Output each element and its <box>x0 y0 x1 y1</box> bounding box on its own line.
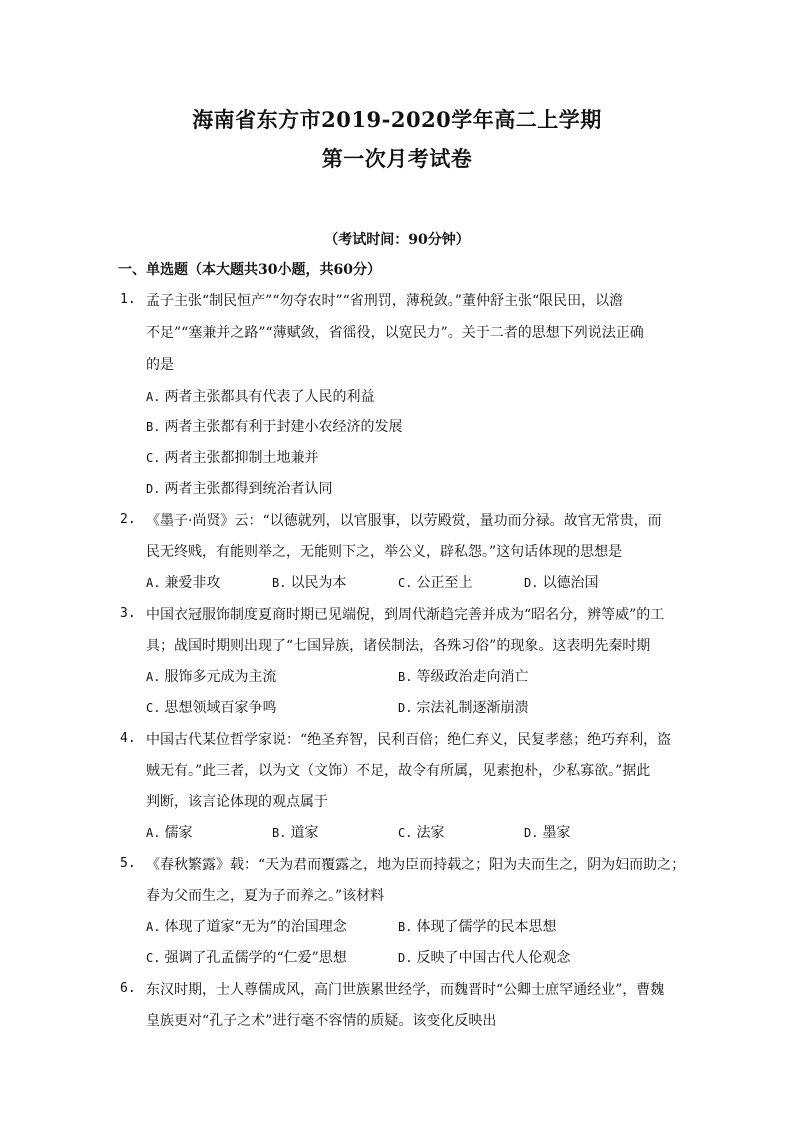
option-b <box>398 916 556 936</box>
option-a <box>146 666 276 686</box>
option-text: 墨家 <box>542 825 571 841</box>
option-text: 两者主张都得到统治者认同 <box>164 481 333 497</box>
exam-time: （考试时间：90分钟） <box>324 232 470 248</box>
option-c <box>146 697 276 717</box>
question-text-line: 民无终贱，有能则举之，无能则下之，举公义，辟私怨。”这句话体现的思想是 <box>146 544 623 560</box>
option-letter: B. <box>272 576 287 590</box>
section-heading: 一、单选题（本大题共30小题，共60分） <box>118 262 381 278</box>
option-letter: D. <box>398 701 413 715</box>
option-text: 强调了孔孟儒学的“仁爱”思想 <box>164 950 347 966</box>
option-c <box>398 572 472 592</box>
option-letter: A. <box>146 826 161 840</box>
option-letter: D. <box>524 826 539 840</box>
exam-title-line2: 第一次月考试卷 <box>321 146 473 171</box>
option-b <box>146 416 402 436</box>
question-text-line: 东汉时期，士人尊儒成风，高门世族累世经学，而魏晋时“公卿士庶罕通经业”，曹魏 <box>146 982 665 998</box>
question-text-line: 中国古代某位哲学家说：“绝圣弃智，民利百倍；绝仁弃义，民复孝慈；绝巧弃利，盗 <box>146 732 672 748</box>
option-text: 等级政治走向消亡 <box>416 669 529 685</box>
option-letter: B. <box>146 420 161 434</box>
option-letter: B. <box>398 670 413 684</box>
option-text: 两者主张都具有代表了人民的利益 <box>164 389 375 405</box>
question-number: 1. <box>120 292 136 307</box>
option-text: 儒家 <box>164 825 193 841</box>
option-letter: D. <box>146 482 161 496</box>
question-number: 2. <box>120 512 136 527</box>
option-text: 反映了中国古代人伦观念 <box>416 950 571 966</box>
option-text: 体现了儒学的民本思想 <box>416 919 557 935</box>
question-text-line: 《墨子·尚贤》云：“以德就列，以官服事，以劳殿赏，量功而分禄。故官无常贵，而 <box>146 513 662 529</box>
option-d <box>524 572 598 592</box>
option-letter: D. <box>398 951 413 965</box>
option-letter: A. <box>146 920 161 934</box>
question-text-line: 皇族更对“孔子之术”进行毫不容情的质疑。该变化反映出 <box>146 1013 497 1029</box>
option-c <box>146 447 318 467</box>
question-text-line: 《春秋繁露》载：“天为君而覆露之，地为臣而持载之；阳为夫而生之，阴为妇而助之； <box>146 857 686 873</box>
option-text: 体现了道家“无为”的治国理念 <box>164 919 347 935</box>
option-letter: D. <box>524 576 539 590</box>
option-text: 服饰多元成为主流 <box>164 669 277 685</box>
option-text: 兼爱非攻 <box>164 575 221 591</box>
option-letter: A. <box>146 390 161 404</box>
exam-title-line1: 海南省东方市2019-2020学年高二上学期 <box>192 107 602 132</box>
question-text-line: 中国衣冠服饰制度夏商时期已见端倪，到周代渐趋完善并成为“昭名分，辨等威”的工 <box>146 607 665 623</box>
question-text-line: 孟子主张“制民恒产”“勿夺农时”“省刑罚，薄税敛。”董仲舒主张“限民田，以澹 <box>146 293 624 309</box>
option-text: 公正至上 <box>416 575 473 591</box>
question-text-line: 不足”“塞兼并之路”“薄赋敛，省徭役，以宽民力”。关于二者的思想下列说法正确 <box>146 325 644 341</box>
option-letter: C. <box>398 826 413 840</box>
option-b <box>272 572 346 592</box>
option-text: 道家 <box>290 825 319 841</box>
question-text-line: 的是 <box>146 357 174 373</box>
question-number: 5. <box>120 856 136 871</box>
question-number: 4. <box>120 731 136 746</box>
option-a <box>146 572 220 592</box>
option-letter: B. <box>398 920 413 934</box>
option-d <box>398 697 528 717</box>
option-a <box>146 822 192 842</box>
option-letter: C. <box>146 951 161 965</box>
option-d <box>146 478 332 498</box>
question-text-line: 贼无有。”此三者，以为文（文饰）不足，故令有所属，见素抱朴，少私寡欲。”据此 <box>146 763 651 779</box>
option-letter: C. <box>146 451 161 465</box>
option-a <box>146 386 374 406</box>
option-text: 以德治国 <box>542 575 599 591</box>
option-text: 法家 <box>416 825 445 841</box>
option-letter: A. <box>146 670 161 684</box>
option-text: 两者主张都有利于封建小农经济的发展 <box>164 419 403 435</box>
option-b <box>398 666 528 686</box>
question-text-line: 判断，该言论体现的观点属于 <box>146 794 328 810</box>
option-text: 以民为本 <box>290 575 347 591</box>
option-text: 宗法礼制逐渐崩溃 <box>416 700 529 716</box>
option-d <box>398 947 570 967</box>
question-number: 3. <box>120 606 136 621</box>
option-text: 两者主张都抑制土地兼并 <box>164 450 319 466</box>
option-a <box>146 916 347 936</box>
option-letter: A. <box>146 576 161 590</box>
option-b <box>272 822 318 842</box>
option-letter: C. <box>146 701 161 715</box>
option-c <box>398 822 444 842</box>
option-d <box>524 822 570 842</box>
question-text-line: 春为父而生之，夏为子而养之。”该材料 <box>146 888 385 904</box>
option-letter: B. <box>272 826 287 840</box>
option-text: 思想领域百家争鸣 <box>164 700 277 716</box>
question-text-line: 具；战国时期则出现了“七国异族，诸侯制法，各殊习俗”的现象。这表明先秦时期 <box>146 638 651 654</box>
option-c <box>146 947 347 967</box>
question-number: 6. <box>120 981 136 996</box>
option-letter: C. <box>398 576 413 590</box>
